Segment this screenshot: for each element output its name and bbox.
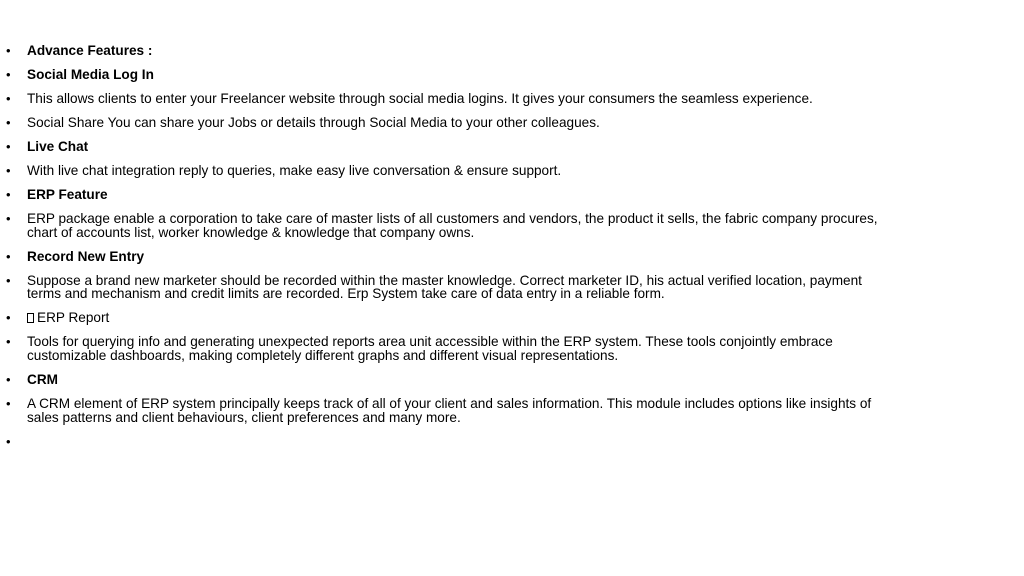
list-item	[6, 140, 886, 154]
bullet-dot: •	[6, 90, 11, 106]
bullet-dot: •	[6, 114, 11, 130]
list-item	[6, 212, 886, 240]
list-item-text: This allows clients to enter your Freelancer website through social media logins. It gives your consumers the seamless experience.	[27, 90, 813, 106]
list-item	[6, 68, 886, 82]
bullet-dot: •	[6, 210, 11, 226]
list-item-text: ERP Feature	[27, 186, 108, 202]
list-item	[6, 164, 886, 178]
missing-glyph-box-icon	[27, 313, 34, 323]
list-item-text: A CRM element of ERP system principally keeps track of all of your client and sales information. This module includes options like insights of sales patterns and client behaviours, client preferences and many more.	[27, 396, 872, 425]
list-item	[6, 250, 886, 264]
list-item-text: CRM	[27, 372, 58, 388]
list-item	[6, 373, 886, 387]
list-item-text: Tools for querying info and generating unexpected reports area unit accessible within the ERP system. These tools conjointly embrace customizable dashboards, making completely different graphs and different visual representations.	[27, 334, 833, 364]
bullet-dot: •	[6, 43, 11, 58]
bullet-dot: •	[6, 162, 11, 178]
list-item-text: ERP Report	[37, 310, 110, 326]
list-item-text: Advance Features :	[27, 43, 153, 58]
list-item	[6, 335, 886, 363]
list-item-text: Record New Entry	[27, 248, 145, 264]
list-item-text: Social Share You can share your Jobs or details through Social Media to your other colleagues.	[27, 114, 600, 130]
list-item	[6, 116, 886, 130]
bullet-list	[6, 43, 886, 449]
bullet-dot: •	[6, 186, 11, 202]
list-item-text: ERP package enable a corporation to take care of master lists of all customers and vendors, the product it sells, the fabric company procures, chart of accounts list, worker knowledge & knowledge that company owns.	[27, 210, 878, 240]
bullet-dot: •	[6, 66, 11, 82]
bullet-dot: •	[6, 272, 11, 288]
list-item	[6, 397, 886, 425]
bullet-dot: •	[6, 138, 11, 154]
list-item-text: Suppose a brand new marketer should be recorded within the master knowledge. Correct marketer ID, his actual verified location, payment terms and mechanism and credit limits are recorded. Erp System take care of data entry in a reliable form.	[27, 272, 862, 302]
list-item-text: Live Chat	[27, 138, 89, 154]
bullet-dot: •	[6, 433, 11, 449]
bullet-dot: •	[6, 396, 11, 412]
bullet-dot: •	[6, 248, 11, 264]
bullet-dot: •	[6, 310, 11, 326]
bullet-dot: •	[6, 372, 11, 388]
list-item	[6, 274, 886, 302]
list-item-text: With live chat integration reply to queries, make easy live conversation & ensure support.	[27, 162, 562, 178]
list-item	[6, 44, 886, 58]
list-item	[6, 188, 886, 202]
list-item	[6, 311, 886, 325]
bullet-dot: •	[6, 334, 11, 350]
list-item	[6, 92, 886, 106]
list-item-text: Social Media Log In	[27, 66, 154, 82]
